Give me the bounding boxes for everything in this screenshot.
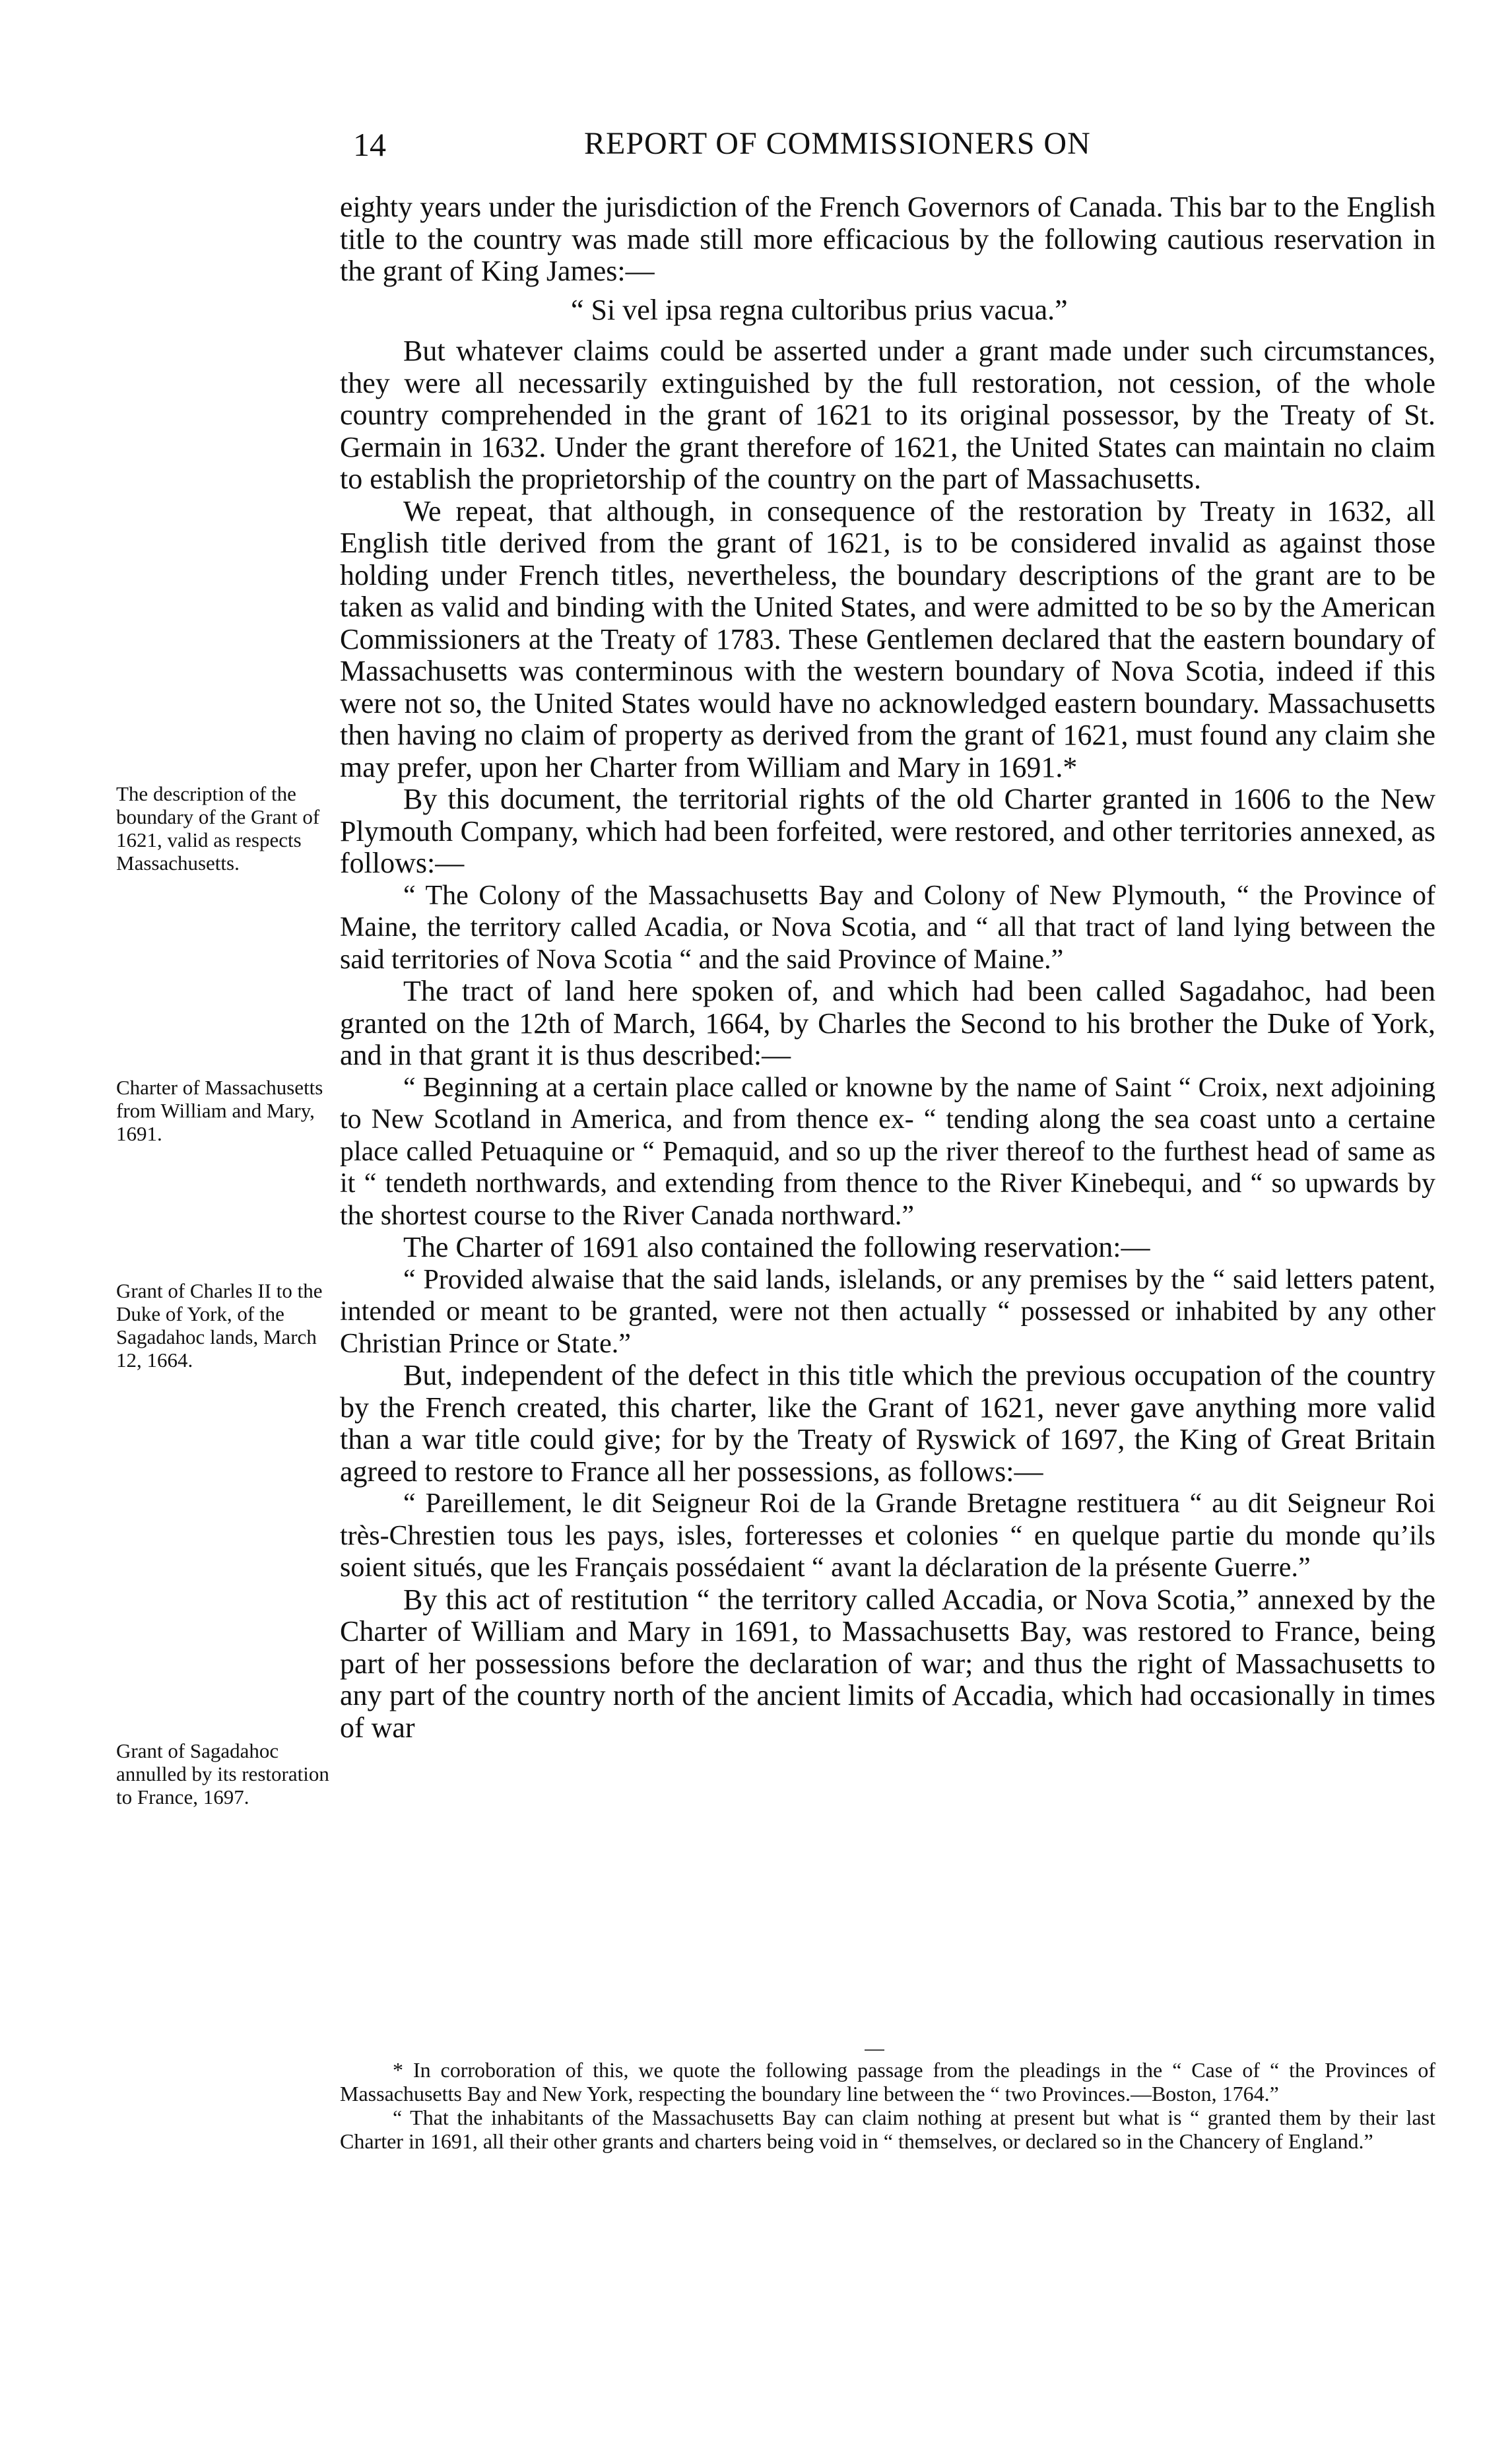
charter-quotation: “ The Colony of the Massachusetts Bay and Colony of New Plymouth, “ the Province of Maine, the territory called Acadia, or Nova Scotia, and “ all that tract of land lying between the said territories of Nova Scotia “ and the said Province of Maine.” xyxy=(340,880,1435,975)
footnote-divider xyxy=(865,2049,884,2051)
paragraph: But, independent of the defect in this title which the previous occupation of the country by the French created, this charter, like the Grant of 1621, never gave anything more valid than a war title could give; for by the Treaty of Ryswick of 1697, the King of Great Britain agreed to restore to France all her possessions, as follows:— xyxy=(340,1359,1435,1488)
paragraph: eighty years under the jurisdiction of the French Governors of Canada. This bar to the English title to the country was made still more efficacious by the following cautious reservation in the grant of King James:— xyxy=(340,191,1435,287)
paragraph: The Charter of 1691 also contained the following reservation:— xyxy=(403,1231,1150,1263)
footnote: “ That the inhabitants of the Massachusetts Bay can claim nothing at present but what is “ granted them by their last Charter in 1691, all their other grants and charters being void in “ themselves, or declared so in the Chancery of England.” xyxy=(340,2106,1435,2153)
running-head: REPORT OF COMMISSIONERS ON xyxy=(584,126,1091,161)
reservation-quotation: “ Provided alwaise that the said lands, islelands, or any premises by the “ said letters patent, intended or meant to be granted, were not then actually “ possessed or inhabited by any other Christian Prince or State.” xyxy=(340,1264,1435,1359)
grant-quotation: “ Beginning at a certain place called or knowne by the name of Saint “ Croix, next adjoining to New Scotland in America, and from thence ex- “ tending along the sea coast unto a certaine place called Petuaquine or “ Pemaquid, and so up the river thereof to the furthest head of same as it “ tendeth northwards, and extending from thence to the River Kinebequi, and “ so upwards by the shortest course to the River Canada northward.” xyxy=(340,1072,1435,1231)
paragraph: The tract of land here spoken of, and which had been called Sagadahoc, had been granted on the 12th of March, 1664, by Charles the Second to his brother the Duke of York, and in that grant it is thus described:— xyxy=(340,975,1435,1071)
paragraph: By this act of restitution “ the territory called Accadia, or Nova Scotia,” annexed by the Charter of William and Mary in 1691, to Massachusetts Bay, was restored to France, being part of her possessions before the declaration of war; and thus the right of Massachusetts to any part of the country north of the ancient limits of Accadia, which had occasionally in times of war xyxy=(340,1583,1435,1744)
side-note: Charter of Massachusetts from William and Mary, 1691. xyxy=(116,1076,323,1145)
paragraph: By this document, the territorial rights of the old Charter granted in 1606 to the New Plymouth Company, which had been forfeited, were restored, and other territories annexed, as follows:— xyxy=(340,783,1435,879)
paragraph: We repeat, that although, in consequence of the restoration by Treaty in 1632, all English title derived from the grant of 1621, is to be considered invalid as against those holding under French titles, nevertheless, the boundary descriptions of the grant are to be taken as valid and binding with the United States, and were admitted to be so by the American Commissioners at the Treaty of 1783. These Gentlemen declared that the eastern boundary of Massachusetts was conterminous with the western boundary of Nova Scotia, indeed if this were not so, the United States would have no acknowledged eastern boundary. Massachusetts then having no claim of property as derived from the grant of 1621, must found any claim she may prefer, upon her Charter from William and Mary in 1691.* xyxy=(340,494,1435,783)
body-text xyxy=(340,191,1435,1744)
footnotes xyxy=(340,2058,1435,2153)
side-note: Grant of Sagadahoc annulled by its restoration to France, 1697. xyxy=(116,1739,329,1809)
latin-quotation: “ Si vel ipsa regna cultoribus prius vacua.” xyxy=(571,293,1068,326)
treaty-quotation: “ Pareillement, le dit Seigneur Roi de la Grande Bretagne restituera “ au dit Seigneur Roi très-Chrestien tous les pays, isles, forteresses et colonies “ en quelque partie du monde qu’ils soient situés, que les Français possédaient “ avant la déclaration de la présente Guerre.” xyxy=(340,1488,1435,1583)
footnote: * In corroboration of this, we quote the following passage from the pleadings in the “ Case of “ the Provinces of Massachusetts Bay and New York, respecting the boundary line between the “ two Provinces.—Boston, 1764.” xyxy=(340,2058,1435,2106)
side-note: The description of the boundary of the Grant of 1621, valid as respects Massachusetts. xyxy=(116,782,320,875)
side-note: Grant of Charles II to the Duke of York, of the Sagadahoc lands, March 12, 1664. xyxy=(116,1279,323,1372)
paragraph: But whatever claims could be asserted under a grant made under such circumstances, they were all necessarily extinguished by the full restoration, not cession, of the whole country comprehended in the grant of 1621 to its original possessor, by the Treaty of St. Germain in 1632. Under the grant therefore of 1621, the United States can maintain no claim to establish the proprietorship of the country on the part of Massachusetts. xyxy=(340,335,1435,495)
page-number: 14 xyxy=(353,126,386,163)
